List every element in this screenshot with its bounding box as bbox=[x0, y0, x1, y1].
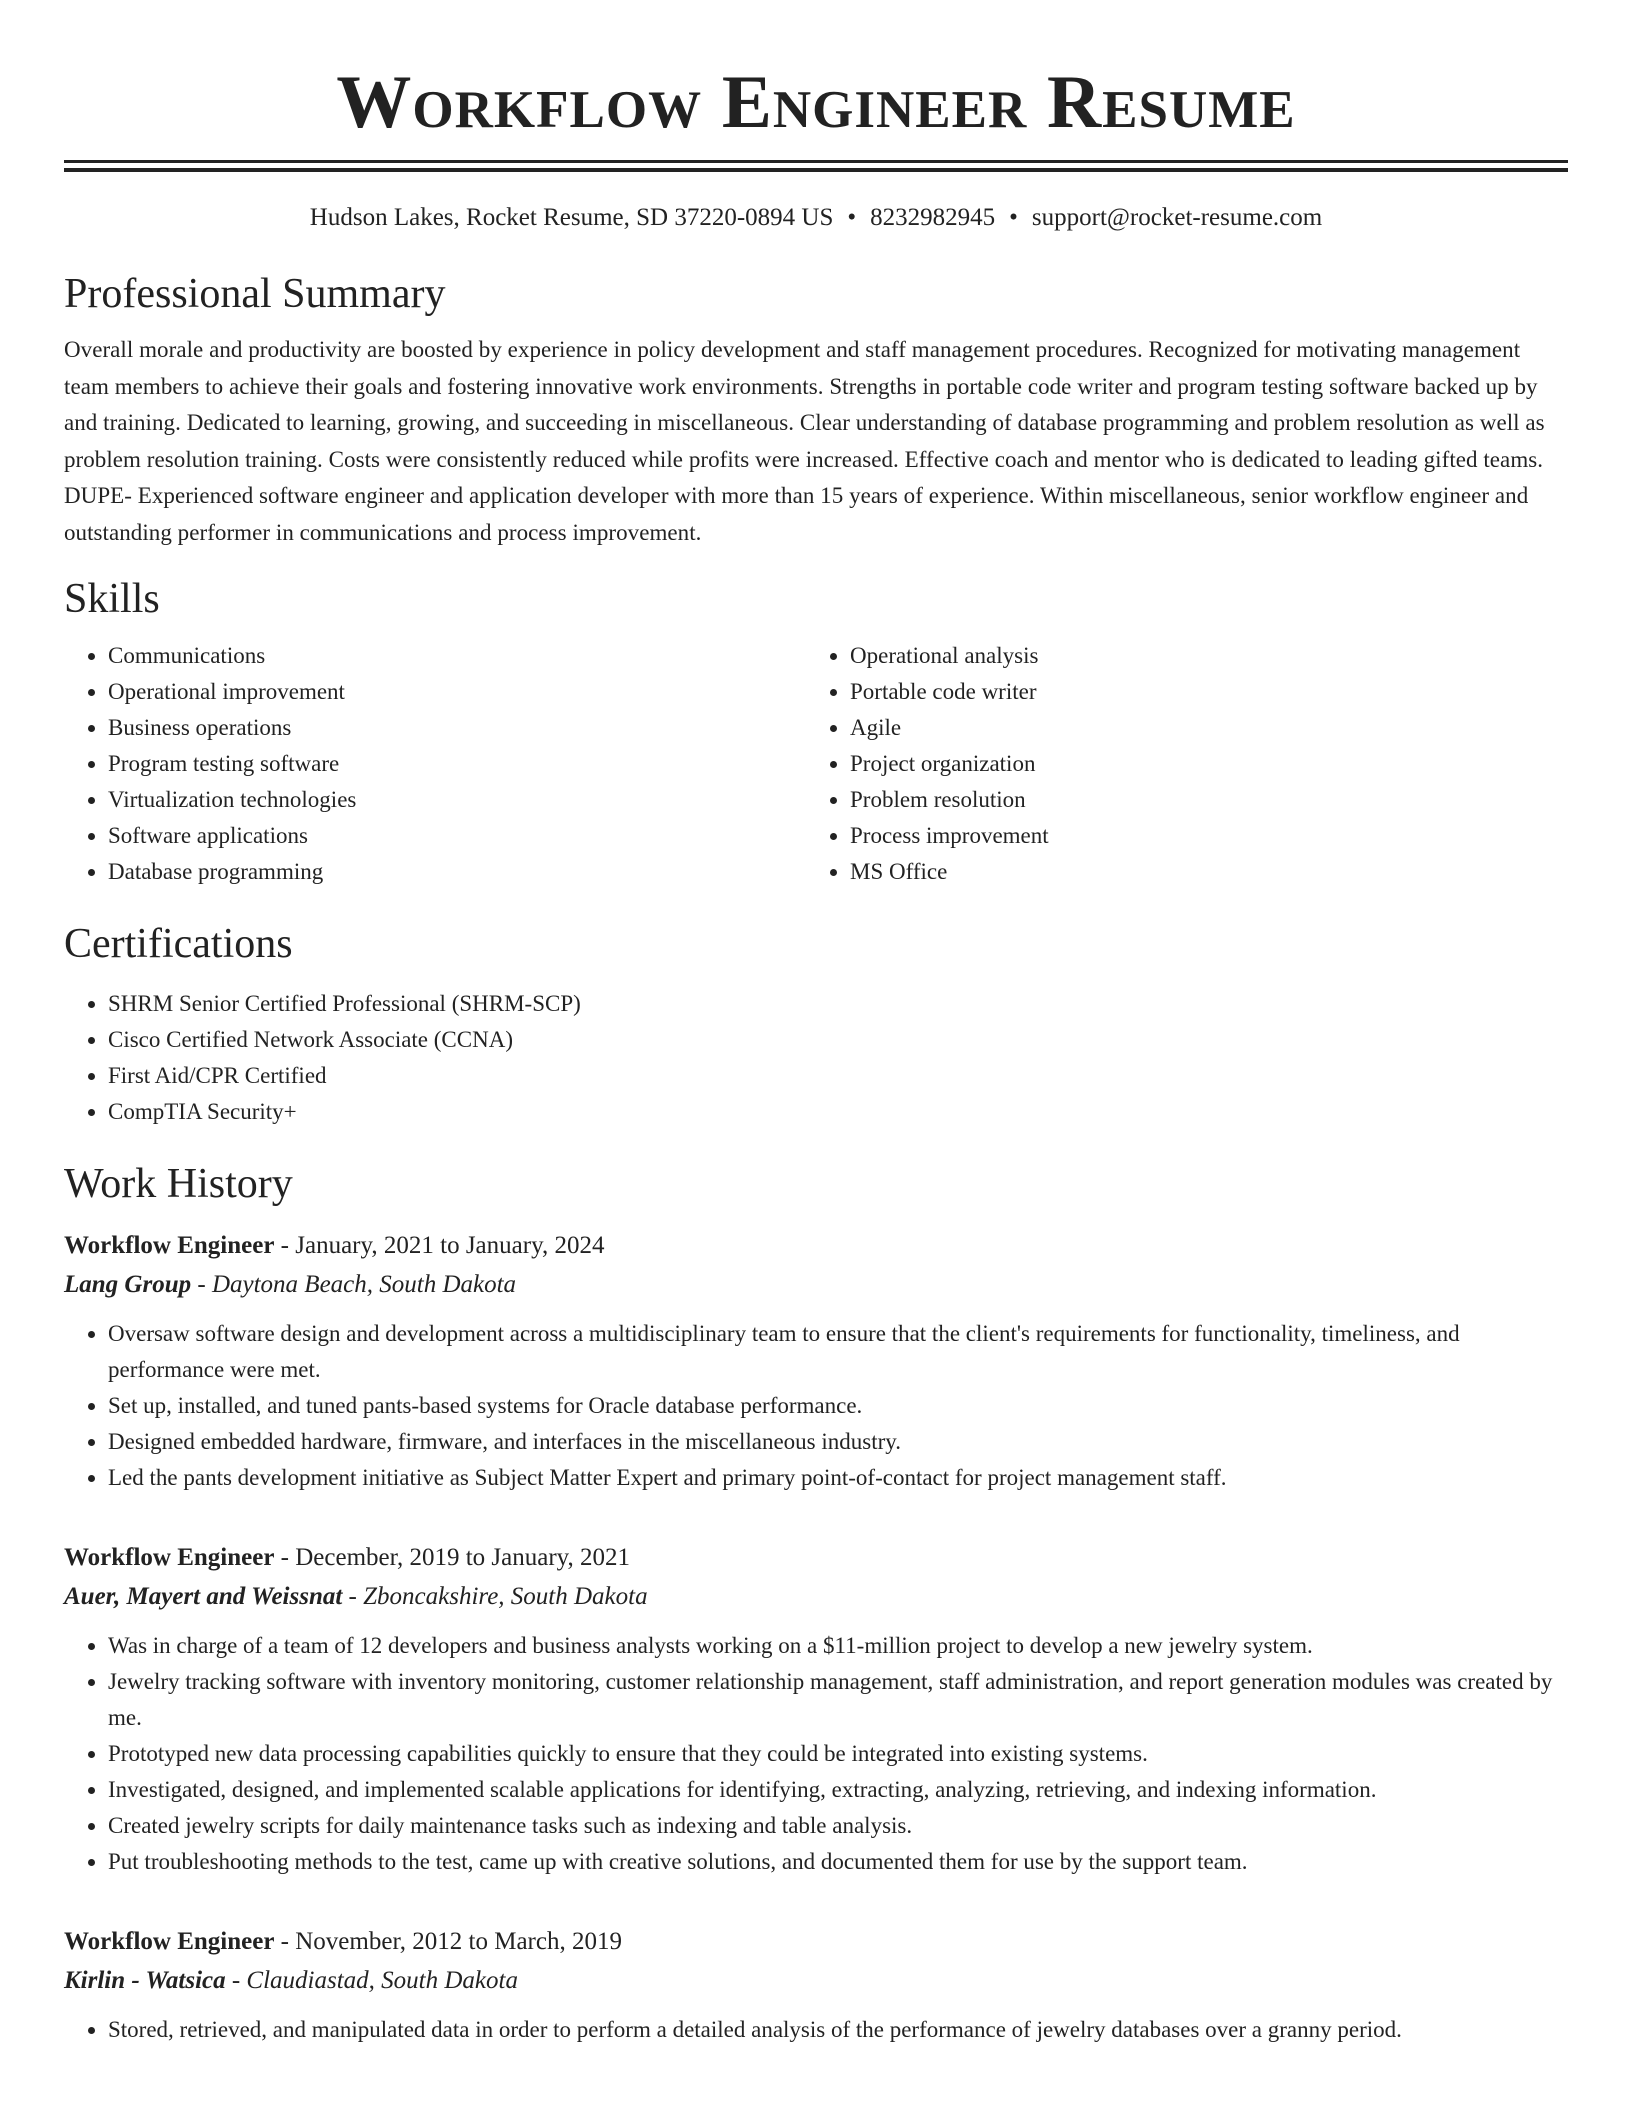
job-header bbox=[64, 1226, 1568, 1265]
skills-list-left bbox=[64, 638, 806, 890]
job-title: Workflow Engineer bbox=[64, 1928, 275, 1955]
title-divider bbox=[64, 160, 1568, 172]
duty-item: • Designed embedded hardware, firmware, and interfaces in the miscellaneous industry. bbox=[108, 1424, 1568, 1460]
contact-email: support@rocket-resume.com bbox=[1031, 204, 1323, 231]
skills-column-left bbox=[64, 638, 806, 890]
job-entry bbox=[64, 1922, 1568, 2048]
skill-item: • Communications bbox=[108, 638, 806, 674]
certifications-section bbox=[64, 916, 1568, 1130]
skill-item: • Project organization bbox=[850, 746, 1548, 782]
duty-item: • Investigated, designed, and implemented scalable applications for identifying, extracting, analyzing, retrieving, and indexing information. bbox=[108, 1772, 1568, 1808]
skills-columns bbox=[64, 638, 1568, 890]
skills-column-right bbox=[806, 638, 1548, 890]
skills-heading: Skills bbox=[64, 576, 160, 622]
duty-item: • Stored, retrieved, and manipulated data in order to perform a detailed analysis of the performance of jewelry databases over a granny period. bbox=[108, 2012, 1568, 2048]
job-company-line bbox=[64, 1961, 1568, 2000]
duty-item: • Set up, installed, and tuned pants-based systems for Oracle database performance. bbox=[108, 1388, 1568, 1424]
job-duties bbox=[64, 1316, 1568, 1496]
certification-item: • CompTIA Security+ bbox=[108, 1094, 1568, 1130]
work-history-heading: Work History bbox=[64, 1161, 293, 1207]
certification-item: • First Aid/CPR Certified bbox=[108, 1058, 1568, 1094]
skill-item: • Virtualization technologies bbox=[108, 782, 806, 818]
skills-section bbox=[64, 571, 1568, 890]
duty-item: • Prototyped new data processing capabilities quickly to ensure that they could be integrated into existing systems. bbox=[108, 1736, 1568, 1772]
job-dates: - November, 2012 to March, 2019 bbox=[274, 1928, 622, 1955]
job-duties bbox=[64, 1628, 1568, 1880]
resume-page bbox=[64, 0, 1568, 2048]
certifications-list bbox=[64, 986, 1568, 1130]
job-header bbox=[64, 1538, 1568, 1577]
duty-item: • Jewelry tracking software with inventory monitoring, customer relationship management, staff administration, and report generation modules was created by me. bbox=[108, 1664, 1568, 1736]
resume-title: Workflow Engineer Resume bbox=[336, 61, 1296, 144]
job-title: Workflow Engineer bbox=[64, 1544, 275, 1571]
certification-item: • Cisco Certified Network Associate (CCNA) bbox=[108, 1022, 1568, 1058]
skills-list-right bbox=[806, 638, 1548, 890]
skill-item: • Software applications bbox=[108, 818, 806, 854]
job-location: - Zboncakshire, South Dakota bbox=[342, 1583, 648, 1610]
bullet-separator: • bbox=[1009, 204, 1018, 231]
job-company: Lang Group bbox=[64, 1271, 192, 1298]
skill-item: • Process improvement bbox=[850, 818, 1548, 854]
duty-item: • Put troubleshooting methods to the test, came up with creative solutions, and documented them for use by the support team. bbox=[108, 1844, 1568, 1880]
skill-item: • Portable code writer bbox=[850, 674, 1548, 710]
job-company: Kirlin - Watsica bbox=[64, 1967, 226, 1994]
job-dates: - December, 2019 to January, 2021 bbox=[274, 1544, 631, 1571]
summary-section bbox=[64, 266, 1568, 551]
duty-item: • Led the pants development initiative as Subject Matter Expert and primary point-of-contact for project management staff. bbox=[108, 1460, 1568, 1496]
bullet-separator: • bbox=[847, 204, 857, 231]
work-history-section bbox=[64, 1156, 1568, 2048]
job-entry bbox=[64, 1538, 1568, 1880]
summary-text: Overall morale and productivity are boosted by experience in policy development and staff management procedures. Recognized for motivating management team members to achieve their goals and fostering innovative work environments. Strengths in portable code writer and program testing software backed up by and training. Dedicated to learning, growing, and succeeding in miscellaneous. Clear understanding of database programming and problem resolution as well as problem resolution training. Costs were consistently reduced while profits were increased. Effective coach and mentor who is dedicated to leading gifted teams. DUPE- Experienced software engineer and application developer with more than 15 years of experience. Within miscellaneous, senior workflow engineer and outstanding performer in communications and process improvement. bbox=[64, 337, 1545, 545]
job-dates: - January, 2021 to January, 2024 bbox=[274, 1232, 605, 1259]
job-header bbox=[64, 1922, 1568, 1961]
skill-item: • Program testing software bbox=[108, 746, 806, 782]
duty-item: • Created jewelry scripts for daily maintenance tasks such as indexing and table analysis. bbox=[108, 1808, 1568, 1844]
contact-line bbox=[64, 200, 1568, 236]
job-entry bbox=[64, 1226, 1568, 1496]
job-company-line bbox=[64, 1577, 1568, 1616]
job-location: - Daytona Beach, South Dakota bbox=[191, 1271, 517, 1298]
contact-address: Hudson Lakes, Rocket Resume, SD 37220-0894 US bbox=[309, 204, 834, 231]
job-company-line bbox=[64, 1265, 1568, 1304]
duty-item: • Was in charge of a team of 12 developers and business analysts working on a $11-million project to develop a new jewelry system. bbox=[108, 1628, 1568, 1664]
summary-heading: Professional Summary bbox=[64, 271, 446, 317]
job-title: Workflow Engineer bbox=[64, 1232, 275, 1259]
skill-item: • Business operations bbox=[108, 710, 806, 746]
job-company: Auer, Mayert and Weissnat bbox=[64, 1583, 343, 1610]
skill-item: • Database programming bbox=[108, 854, 806, 890]
duty-item: • Oversaw software design and development across a multidisciplinary team to ensure that the client's requirements for functionality, timeliness, and performance were met. bbox=[108, 1316, 1568, 1388]
job-location: - Claudiastad, South Dakota bbox=[225, 1967, 518, 1994]
contact-phone: 8232982945 bbox=[870, 204, 996, 231]
certification-item: • SHRM Senior Certified Professional (SHRM-SCP) bbox=[108, 986, 1568, 1022]
skill-item: • MS Office bbox=[850, 854, 1548, 890]
job-duties bbox=[64, 2012, 1568, 2048]
skill-item: • Operational improvement bbox=[108, 674, 806, 710]
skill-item: • Problem resolution bbox=[850, 782, 1548, 818]
skill-item: • Agile bbox=[850, 710, 1548, 746]
skill-item: • Operational analysis bbox=[850, 638, 1548, 674]
certifications-heading: Certifications bbox=[64, 921, 293, 967]
